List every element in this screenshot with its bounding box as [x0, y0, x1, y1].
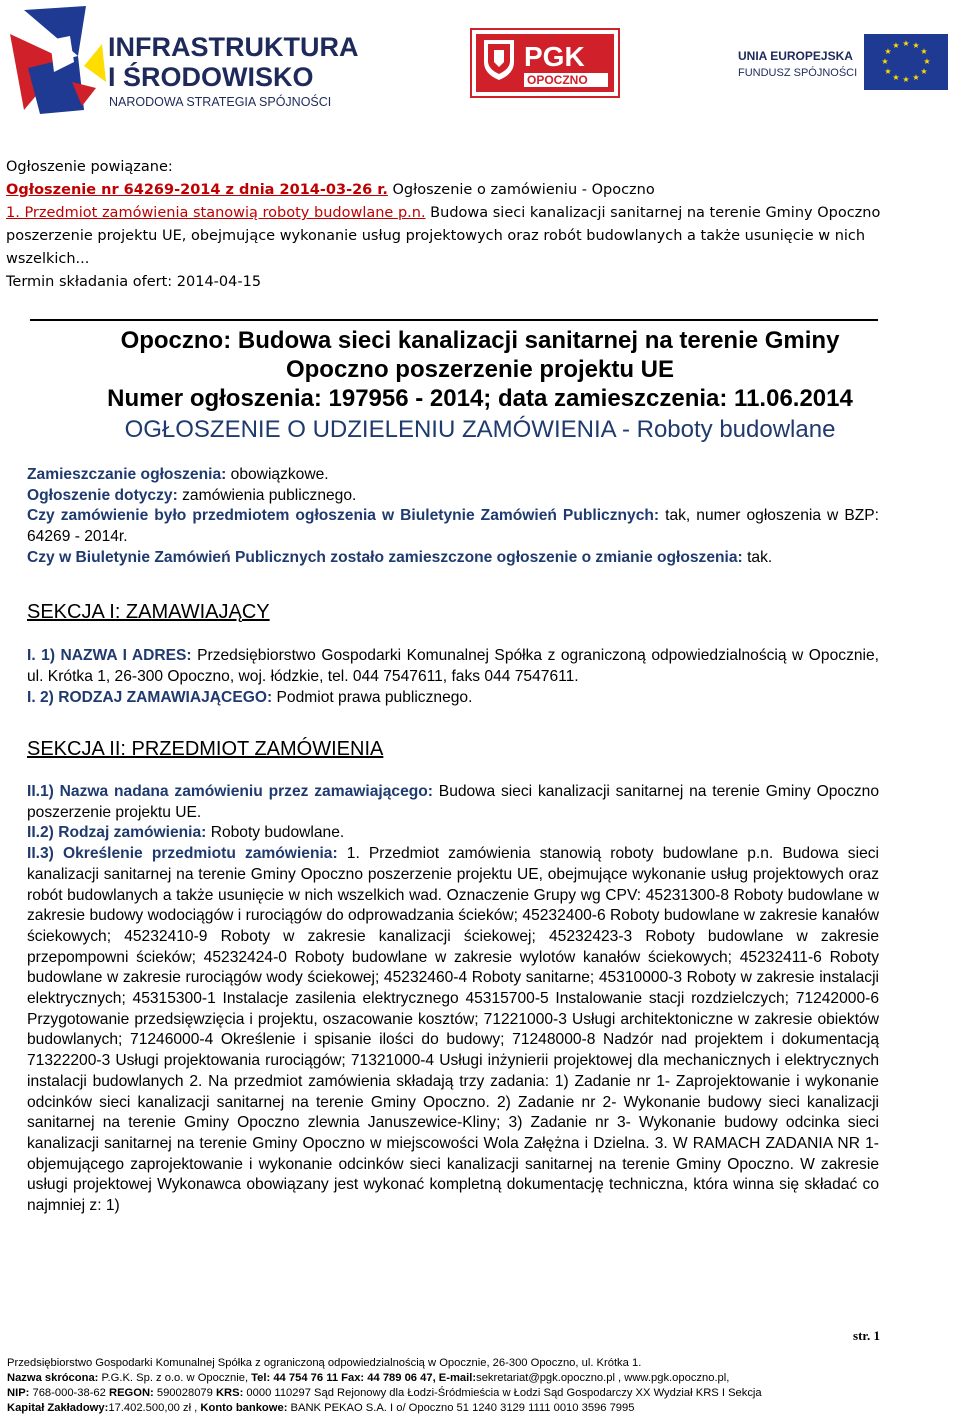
svg-text:★: ★ [892, 41, 900, 50]
info-value: zamówienia publicznego. [177, 486, 357, 504]
field-label: II.1) Nazwa nadana zamówieniu przez zamawiającego: [27, 783, 433, 801]
footer-value: 768-000-38-62 [29, 1387, 109, 1399]
info-concerns [27, 486, 879, 507]
svg-text:★: ★ [920, 47, 928, 56]
section-2-description [27, 844, 879, 1217]
field-value: Przedsiębiorstwo Gospodarki Komunalnej Spółka z ograniczoną odpowiedzialnością w Opocznie, ul. Krótka 1, 26-300 Opoczno, woj. łódzkie, tel. 044 7547611, faks 044 7547611. [27, 647, 880, 685]
field-label: II.2) Rodzaj zamówienia: [27, 824, 207, 842]
svg-text:★: ★ [884, 67, 892, 76]
title-line-2: Opoczno poszerzenie projektu UE [285, 356, 675, 383]
page-number: str. 1 [853, 1328, 880, 1343]
field-label: I. 1) NAZWA I ADRES: [27, 647, 192, 665]
svg-text:★: ★ [902, 39, 910, 48]
field-value: 1. Przedmiot zamówienia stanowią roboty budowlane p.n. Budowa sieci kanalizacji sanitarnej na terenie Gminy Opoczno poszerzenie projektu UE, obejmujące wykonanie usług projektowych oraz robót budowlanych a także usunięcie w nich wszelkich wad. Oznaczenie Grupy wg CPV: 45231300-8 Roboty budowlane w zakresie budowy wodociągów i rurociągów do odprowadzania ścieków; 45232400-6 Roboty budowlane w zakresie kanałów ściekowych; 45232410-9 Roboty w zakresie kanalizacji ściekowej; 45232423-3 Roboty budowlane w zakresie przepompowni ścieków; 45232424-0 Roboty budowlane w zakresie wylotów kanałów ściekowych; 45232411-6 Roboty budowlane w zakresie rurociągów wody ściekowej; 45232460-4 Roboty sanitarne; 45310000-3 Roboty w zakresie instalacji elektrycznych; 45315300-1 Instalacje zasilenia elektrycznego 45315700-5 Instalowanie stacji rozdzielczych; 71242000-6 Przygotowanie przedsięwzięcia i projektu, oszacowanie kosztów; 71221000-3 Usługi architektoniczne w zakresie obiektów budowlanych; 71246000-4 Określenie i spisanie ilości do budowy; 71248000-8 Nadzór nad projektem i dokumentacją 71322200-3 Usługi projektowania rurociągów; 71321000-4 Usługi inżynierii projektowej dla mechanicznych i elektrycznych instalacji budowlanych 2. Na przedmiot zamówienia składają trzy zadania: 1) Zadanie nr 1- Zaprojektowanie i wykonanie odcinków sieci kanalizacji sanitarnej na terenie Gminy Opoczno. 2) Zadanie nr 2- Wykonanie budowy sieci kanalizacji sanitarnej na terenie Gminy Opoczno zlewnia Januszewice-Kliny; 3) Zadanie nr 3- Wykonanie budowy odcinka sieci kanalizacji sanitarnej na terenie Gminy Opoczno w miejscowości Wola Załężna i Dzielna. 3. W RAMACH ZADANIA NR 1- objemującego zaprojektowanie i wykonanie odcinków sieci kanalizacji sanitarnej na terenie Gminy Opoczno. W zakresie usługi projektowej Wykonawca obowiązany jest wykonać kompletną dokumentację techniczna, która winna się składać co najmniej z: 1) [27, 845, 880, 1215]
info-bzp [27, 506, 879, 547]
pgk-logo [470, 28, 620, 98]
field-value: Budowa sieci kanalizacji sanitarnej na terenie Gminy Opoczno poszerzenie projektu UE. [27, 783, 880, 821]
footer-label: Tel: 44 754 76 11 Fax: 44 789 06 47, E-mail: [251, 1372, 477, 1384]
footer-label: Kapitał Zakładowy: [7, 1402, 109, 1414]
related-label: Ogłoszenie powiązane: [6, 159, 173, 175]
field-value: Podmiot prawa publicznego. [272, 688, 473, 706]
related-link-line [6, 179, 946, 202]
section-1-heading: SEKCJA I: ZAMAWIAJĄCY [27, 600, 270, 623]
svg-text:INFRASTRUKTURA: INFRASTRUKTURA [108, 32, 359, 62]
related-deadline: Termin składania ofert: 2014-04-15 [6, 274, 262, 290]
footer-label: NIP: [7, 1387, 30, 1399]
related-summary [6, 202, 946, 271]
header-logos [0, 0, 960, 120]
related-notice-link[interactable]: Ogłoszenie nr 64269-2014 z dnia 2014-03-26 r. [6, 182, 388, 198]
eu-cohesion-fund-logo [738, 34, 950, 92]
footer [7, 1356, 953, 1416]
footer-value: 17.402.500,00 zł , [108, 1402, 201, 1414]
footer-line-2 [7, 1371, 953, 1386]
info-label: Czy zamówienie było przedmiotem ogłoszenia w Biuletynie Zamówień Publicznych: [27, 507, 660, 525]
footer-line-4 [7, 1401, 953, 1416]
footer-value: sekretariat@pgk.opoczno.pl , www.pgk.opoczno.pl, [476, 1372, 730, 1384]
svg-text:FUNDUSZ SPÓJNOŚCI: FUNDUSZ SPÓJNOŚCI [738, 67, 858, 79]
svg-text:★: ★ [912, 73, 920, 82]
svg-text:★: ★ [923, 57, 931, 66]
notice-type: OGŁOSZENIE O UDZIELENIU ZAMÓWIENIA - Roboty budowlane [124, 416, 836, 443]
notice-body [27, 465, 879, 1217]
svg-text:PGK: PGK [524, 41, 585, 72]
related-summary-link[interactable]: 1. Przedmiot zamówienia stanowią roboty budowlane p.n. [6, 205, 426, 221]
footer-line-3 [7, 1386, 953, 1401]
section-2-kind [27, 823, 879, 844]
title-block [0, 326, 960, 445]
info-mandatory [27, 465, 879, 486]
related-notice [6, 156, 946, 294]
svg-text:★: ★ [920, 67, 928, 76]
related-link-suffix: Ogłoszenie o zamówieniu - Opoczno [387, 182, 655, 198]
footer-line-1: Przedsiębiorstwo Gospodarki Komunalnej Spółka z ograniczoną odpowiedzialnością w Opocznie, 26-300 Opoczno, ul. Krótka 1. [7, 1357, 642, 1369]
footer-label: Konto bankowe: [200, 1402, 288, 1414]
svg-text:★: ★ [902, 75, 910, 84]
footer-label: Nazwa skrócona: [7, 1372, 99, 1384]
footer-label: KRS: [215, 1387, 244, 1399]
svg-text:★: ★ [881, 57, 889, 66]
svg-text:★: ★ [892, 73, 900, 82]
info-value: tak, numer ogłoszenia w BZP: 64269 - 2014r. [27, 507, 879, 546]
info-value: obowiązkowe. [226, 466, 329, 483]
section-2-name [27, 782, 879, 823]
svg-text:NARODOWA STRATEGIA SPÓJNOŚCI: NARODOWA STRATEGIA SPÓJNOŚCI [109, 95, 332, 109]
footer-value: BANK PEKAO S.A. I o/ Opoczno 51 1240 3129 1111 0010 3596 7995 [287, 1402, 635, 1414]
info-label: Czy w Biuletynie Zamówień Publicznych zostało zamieszczone ogłoszenie o zmianie ogłoszenia: [27, 548, 743, 566]
footer-value: 590028079 [153, 1387, 216, 1399]
footer-value: 0000 110297 Sąd Rejonowy dla Łodzi-Śródmieścia w Łodzi Sąd Gospodarczy XX Wydział KRS I Sekcja [243, 1387, 762, 1399]
section-1-type [27, 688, 879, 709]
section-1-name-address [27, 646, 879, 687]
info-label: Ogłoszenie dotyczy: [27, 486, 178, 504]
divider [30, 319, 878, 321]
field-label: I. 2) RODZAJ ZAMAWIAJĄCEGO: [27, 688, 273, 706]
notice-number: Numer ogłoszenia: 197956 - 2014; data zamieszczenia: 11.06.2014 [107, 385, 853, 412]
svg-text:I ŚRODOWISKO: I ŚRODOWISKO [108, 62, 314, 92]
footer-value: P.G.K. Sp. z o.o. w Opocznie, [98, 1372, 252, 1384]
info-label: Zamieszczanie ogłoszenia: [27, 466, 227, 483]
field-value: Roboty budowlane. [206, 824, 345, 842]
related-summary-rest: Budowa sieci kanalizacji sanitarnej na terenie Gminy Opoczno poszerzenie projektu UE, obejmujące wykonanie usług projektowych oraz robót budowlanych a także usunięcie w nich wszelkich... [6, 205, 881, 267]
infrastruktura-logo [10, 6, 360, 116]
footer-label: REGON: [109, 1387, 154, 1399]
svg-text:OPOCZNO: OPOCZNO [527, 73, 588, 87]
svg-text:★: ★ [884, 47, 892, 56]
info-change [27, 548, 879, 569]
title-line-1: Opoczno: Budowa sieci kanalizacji sanitarnej na terenie Gminy [120, 327, 840, 354]
svg-text:UNIA EUROPEJSKA: UNIA EUROPEJSKA [738, 49, 853, 63]
info-value: tak. [742, 548, 773, 566]
field-label: II.3) Określenie przedmiotu zamówienia: [27, 845, 338, 863]
svg-text:★: ★ [912, 41, 920, 50]
section-2-heading: SEKCJA II: PRZEDMIOT ZAMÓWIENIA [27, 738, 384, 761]
